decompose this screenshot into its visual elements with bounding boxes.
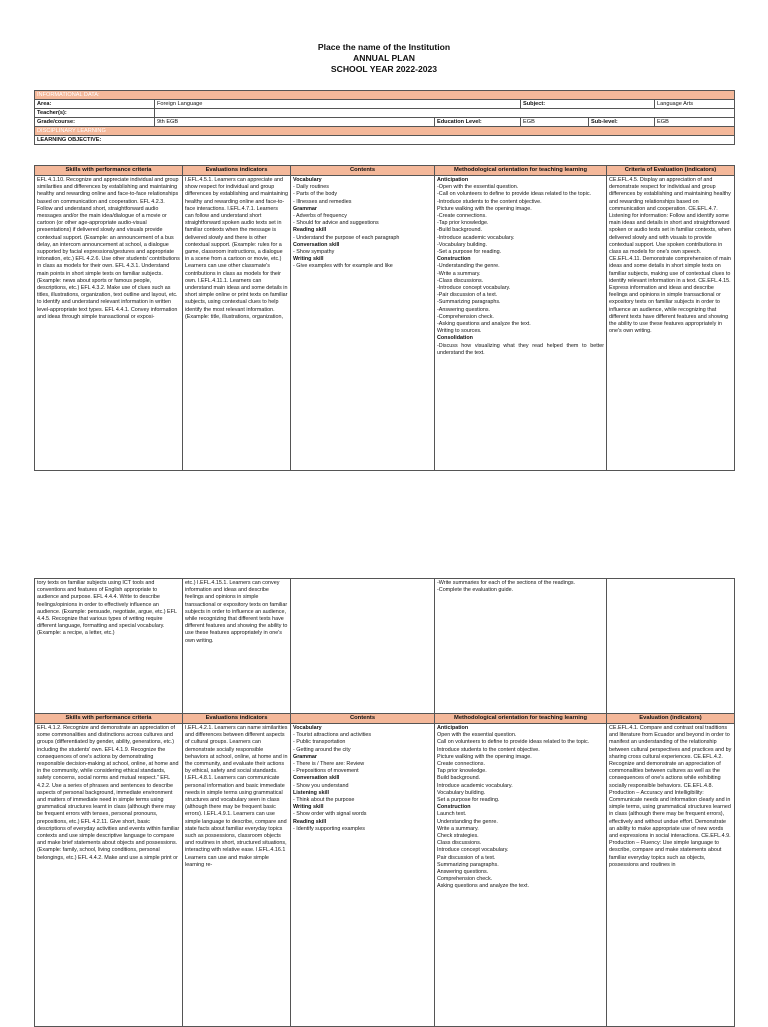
column-header-indicators-2: Evaluations indicators xyxy=(183,714,291,724)
area-label: Area: xyxy=(35,100,155,109)
cell-line: -Build background. xyxy=(437,227,482,234)
cell-line: Call on volunteers to define to provide ideas related to the topic. xyxy=(437,739,590,746)
cell-line: - Think about the purpose xyxy=(293,797,355,804)
subject-label: Subject: xyxy=(521,100,655,109)
cell-line: - Adverbs of frequency xyxy=(293,213,347,220)
cell-line: - Give examples with for example and like xyxy=(293,263,393,270)
cell-heading: Construction xyxy=(437,256,471,263)
cell-line: -Introduce students to the content objective. xyxy=(437,198,542,205)
cell-line: - Getting around the city xyxy=(293,746,351,753)
methodology-cell xyxy=(435,176,607,471)
informational-data-table xyxy=(34,90,735,145)
area-value: Foreign Language xyxy=(155,100,521,109)
cell-line: -Understanding the genre. xyxy=(437,263,500,270)
cell-line: - Tourist attractions and activities xyxy=(293,732,372,739)
cell-line: - Prepositions of movement xyxy=(293,768,359,775)
cell-line: -Comprehension check. xyxy=(437,313,494,320)
cell-line: - Show sympathy xyxy=(293,249,335,256)
cell-line: Vocabulary building. xyxy=(437,789,486,796)
cell-line: Pair discussion of a text. xyxy=(437,854,496,861)
school-year: SCHOOL YEAR 2022-2023 xyxy=(330,64,438,74)
cell-line: Asking questions and analyze the text. xyxy=(437,883,529,890)
cell-heading: Reading skill xyxy=(293,818,327,825)
column-header-skills: Skills with performance criteria xyxy=(35,166,183,176)
cell-line: Introduce students to the content objective. xyxy=(437,746,540,753)
cell-heading: Conversation skill xyxy=(293,241,340,248)
continuation-criteria-cell xyxy=(607,579,735,714)
informational-data-heading: INFORMATIONAL DATA: xyxy=(35,91,735,100)
page-one xyxy=(0,0,768,490)
cell-line: -Class discussions. xyxy=(437,277,484,284)
column-header-criteria: Criteria of Evaluation (indicators) xyxy=(607,166,735,176)
teachers-label: Teacher(s): xyxy=(35,109,155,118)
cell-line: -Call on volunteers to define to provide ideas related to the topic. xyxy=(437,191,592,198)
cell-line: Write a summary. xyxy=(437,825,479,832)
cell-line: Introduce academic vocabulary. xyxy=(437,782,513,789)
column-header-methodology-2: Methodological orientation for teaching learning xyxy=(435,714,607,724)
education-level-label: Education Level: xyxy=(435,118,521,127)
cell-line: - Public transportation xyxy=(293,739,346,746)
cell-heading: Writing skill xyxy=(293,804,324,811)
cell-line: Launch text. xyxy=(437,811,467,818)
cell-line: -Pair discussion of a text. xyxy=(437,292,498,299)
cell-heading: Vocabulary xyxy=(293,177,322,183)
skills-cell: EFL 4.1.10. Recognize and appreciate individual and group similarities and differences by establishing and maintaining healthy and rewarding online and face-to-face relationships based on communication and cooperation. EFL 4.2.3. Follow and understand short, straightforward audio messages and/or the main idea/dialogue of a movie or cartoon (or other age-appropriate audio-visual presentations) if delivered slowly and visuals provide contextual support. (Example: an announcement of a bus delay, an intercom announcement at school, a dialogue supported by facial expressions/gestures and appropriate intonation, etc.) EFL 4.2.6. Use other students' contributions in class as models for their own. EFL 4.3.1. Understand main points in short simple texts on familiar subjects. (Example: news about sports or famous people, descriptions, etc.) EFL 4.3.2. Make use of clues such as titles, illustrations, organization, text outline and layout, etc. to identify and understand relevant information in written level-appropriate text types. EFL 4.4.1. Convey information and ideas through simple transactional or exposi- xyxy=(35,176,183,471)
cell-line: Picture walking with the opening image. xyxy=(437,205,532,212)
cell-heading: Construction xyxy=(437,804,471,811)
cell-line: - Daily routines xyxy=(293,184,329,191)
cell-heading: Reading skill xyxy=(293,227,327,234)
cell-line: - Show order with signal words xyxy=(293,811,367,818)
cell-line: -Open with the essential question. xyxy=(437,184,519,191)
criteria-cell: CE.EFL.4.5. Display an appreciation of and demonstrate respect for individual and group differences by establishing and maintaining healthy and rewarding relationships based on communication and cooperation. CE.EFL.4.7. Listening for information: Follow and identify some main ideas and details in short and straightforward spoken or audio texts set in familiar contexts, when delivered slowly and with visuals to provide contextual support. Use spoken contributions in class as models for one's own speech. CE.EFL.4.11. Demonstrate comprehension of main ideas and some details in short simple texts on familiar subjects, making use of contextual clues to identify relevant information in a text. CE.EFL.4.15. Express information and ideas and describe feelings and opinions in simple transactional or expository texts on familiar subjects in order to influence an audience, while recognizing that different texts have different features and showing the ability to use these features appropriately in one's own writing. xyxy=(607,176,735,471)
cell-heading: Consolidation xyxy=(437,335,473,342)
cell-line: - Should for advice and suggestions xyxy=(293,220,379,227)
subject-value: Language Arts xyxy=(655,100,735,109)
plan-title: ANNUAL PLAN xyxy=(353,53,415,63)
column-header-methodology: Methodological orientation for teaching learning xyxy=(435,166,607,176)
sublevel-value: EGB xyxy=(655,118,735,127)
skills-table-one xyxy=(34,165,735,471)
cell-line: -Discuss how visualizing what they read helped them to better understand the text. xyxy=(437,342,604,356)
cell-heading: Conversation skill xyxy=(293,775,340,782)
cell-line: Class discussions. xyxy=(437,840,482,847)
cell-line: -Answering questions. xyxy=(437,306,491,313)
disciplinary-learning-heading: DISCIPLINARY LEARNING xyxy=(35,127,735,136)
cell-line: Set a purpose for reading. xyxy=(437,797,500,804)
page-two xyxy=(0,578,768,1024)
cell-heading: Anticipation xyxy=(437,177,469,183)
cell-line: -Write a summary. xyxy=(437,270,481,277)
cell-line: -Tap prior knowledge. xyxy=(437,220,489,227)
column-header-contents: Contents xyxy=(291,166,435,176)
cell-line: -Write summaries for each of the sections of the readings. xyxy=(437,580,576,586)
cell-line: Check strategies. xyxy=(437,833,479,840)
education-level-value: EGB xyxy=(521,118,589,127)
continuation-skills-cell: tory texts on familiar subjects using ICT tools and conventions and features of English appropriate to audience and purpose. EFL 4.4.4. Write to describe feelings/opinions in order to effectively influence an audience. (Example: persuade, negotiate, argue, etc.) EFL 4.4.5. Recognize that various types of writing require different language, formatting and special vocabulary. (Example: a recipe, a letter, etc.) xyxy=(35,579,183,714)
skills-table-two xyxy=(34,578,735,1027)
cell-line: -Introduce concept vocabulary. xyxy=(437,285,511,292)
cell-heading: Grammar xyxy=(293,753,317,760)
cell-line: -Asking questions and analyze the text. xyxy=(437,321,531,328)
column-header-indicators: Evaluations indicators xyxy=(183,166,291,176)
cell-heading: Anticipation xyxy=(437,725,469,731)
institution-name: Place the name of the Institution xyxy=(317,42,451,52)
indicators-cell: I.EFL.4.5.1. Learners can appreciate and show respect for individual and group differences by establishing and maintaining healthy and rewarding online and face-to-face interactions. I.EFL.4.7.1. Learners can follow and understand short straightforward spoken audio texts set in familiar contexts when the message is delivered slowly and there is other contextual support. (Example: rules for a game, classroom instructions, a dialogue in a scene from a cartoon or movie, etc.) Learners can use other classmate's contributions in class as models for their own. I.EFL.4.11.1. Learners can understand main ideas and some details in short simple online or print texts on familiar subjects, using contextual clues to help identify the most relevant information. (Example: title, illustrations, organization, xyxy=(183,176,291,471)
sublevel-label: Sub-level: xyxy=(589,118,655,127)
column-header-evaluation-2: Evaluation (indicators) xyxy=(607,714,735,724)
indicators-cell-2: I.EFL.4.2.1. Learners can name similarities and differences between different aspects of cultural groups. Learners can demonstrate socially responsible behaviors at school, online, at home and in the community, and evaluate their actions by ethical, safety and social standards. I.EFL.4.8.1. Learners can communicate personal information and basic immediate needs in simple terms using grammatical structures and vocabulary seen in class (although there may be frequent basic errors). I.EFL.4.9.1. Learners can use simple language to describe, compare and state facts about familiar everyday topics such as possessions, classroom objects and routines in short, structured situations, interacting with relative ease. I.EFL.4.16.1 Learners can use and make simple learning re- xyxy=(183,724,291,1027)
cell-line: - Parts of the body xyxy=(293,191,338,198)
continuation-contents-cell xyxy=(291,579,435,714)
cell-heading: Vocabulary xyxy=(293,725,322,731)
contents-cell xyxy=(291,176,435,471)
cell-heading: Writing skill xyxy=(293,256,324,263)
cell-line: - Illnesses and remedies xyxy=(293,198,352,205)
methodology-cell-2 xyxy=(435,724,607,1027)
grade-label: Grade/course: xyxy=(35,118,155,127)
cell-line: Build background. xyxy=(437,775,481,782)
column-header-contents-2: Contents xyxy=(291,714,435,724)
cell-line: Introduce concept vocabulary. xyxy=(437,847,509,854)
cell-line: -Summarizing paragraphs. xyxy=(437,299,501,306)
cell-line: Picture walking with the opening image. xyxy=(437,753,532,760)
cell-heading: Listening skill xyxy=(293,789,329,796)
document-header xyxy=(0,0,768,75)
cell-line: -Create connections. xyxy=(437,213,487,220)
cell-line: - Understand the purpose of each paragraph xyxy=(293,234,400,241)
cell-line: Open with the essential question. xyxy=(437,732,517,739)
cell-heading: Grammar xyxy=(293,205,317,212)
cell-line: Writing to sources. xyxy=(437,328,482,335)
evaluation-cell-2: CE.EFL.4.1. Compare and contrast oral traditions and literature from Ecuador and beyond in order to manifest an understanding of the relationship between cultural perspectives and practices and by sharing cross cultural experiences. CE.EFL.4.2. Recognize and demonstrate an appreciation of commonalities between cultures as well as the consequences of one's actions while exhibiting socially responsible behaviors. CE.EFL.4.8. Production – Accuracy and Intelligibility: Communicate needs and information clearly and in simple terms, using grammatical structures learned in class (although there may be frequent errors), effectively and without undue effort. Demonstrate an ability to make appropriate use of new words and expressions in social interactions. CE.EFL.4.9. Production – Fluency: Use simple language to describe, compare and make statements about familiar everyday topics such as objects, possessions and routines in xyxy=(607,724,735,1027)
cell-line: Understanding the genre. xyxy=(437,818,498,825)
cell-line: -Vocabulary building. xyxy=(437,241,488,248)
contents-cell-2 xyxy=(291,724,435,1027)
cell-line: Create connections. xyxy=(437,761,485,768)
cell-line: -Introduce academic vocabulary. xyxy=(437,234,515,241)
column-header-skills-2: Skills with performance criteria xyxy=(35,714,183,724)
teachers-value xyxy=(155,109,735,118)
cell-line: - There is / There are: Review xyxy=(293,761,365,768)
continuation-indicators-cell: etc.) I.EFL.4.15.1. Learners can convey information and ideas and describe feelings and opinions in simple transactional or expository texts on familiar subjects in order to influence an audience, while recognizing that different texts have different features and showing the ability to use these features appropriately in one's own writing. xyxy=(183,579,291,714)
learning-objective-label: LEARNING OBJECTIVE: xyxy=(35,136,735,145)
grade-value: 9th EGB xyxy=(155,118,435,127)
skills-cell-2: EFL 4.1.2. Recognize and demonstrate an appreciation of some commonalities and distinctions across cultures and groups (differentiated by gender, ability, generations, etc.) including the students' own. EFL 4.1.9. Recognize the consequences of one's actions by demonstrating responsible decision-making at school, online, at home and in the community, while considering ethical standards, safety concerns, social norms and mutual respect." EFL 4.2.2. Use a series of phrases and sentences to describe aspects of personal background, immediate environment and matters of immediate need in simple terms using grammatical structures learnt in class (although there may be frequent errors with tenses, personal pronouns, prepositions, etc.) EFL 4.2.11. Give short, basic descriptions of everyday activities and events within familiar contexts and use simple descriptive language to compare and make brief statements about objects and possessions. (Example: family, school, living conditions, personal belongings, etc.) EFL 4.4.2. Make and use a simple print or xyxy=(35,724,183,1027)
cell-line: Answering questions. xyxy=(437,869,489,876)
cell-line: - Show you understand xyxy=(293,782,349,789)
cell-line: -Set a purpose for reading. xyxy=(437,249,502,256)
cell-line: Summarizing paragraphs. xyxy=(437,861,499,868)
cell-line: - Identify supporting examples xyxy=(293,825,365,832)
cell-line: Comprehension check. xyxy=(437,876,493,883)
cell-line: -Complete the evaluation guide. xyxy=(437,587,514,594)
continuation-methodology-cell xyxy=(435,579,607,714)
cell-line: Tap prior knowledge. xyxy=(437,768,487,775)
